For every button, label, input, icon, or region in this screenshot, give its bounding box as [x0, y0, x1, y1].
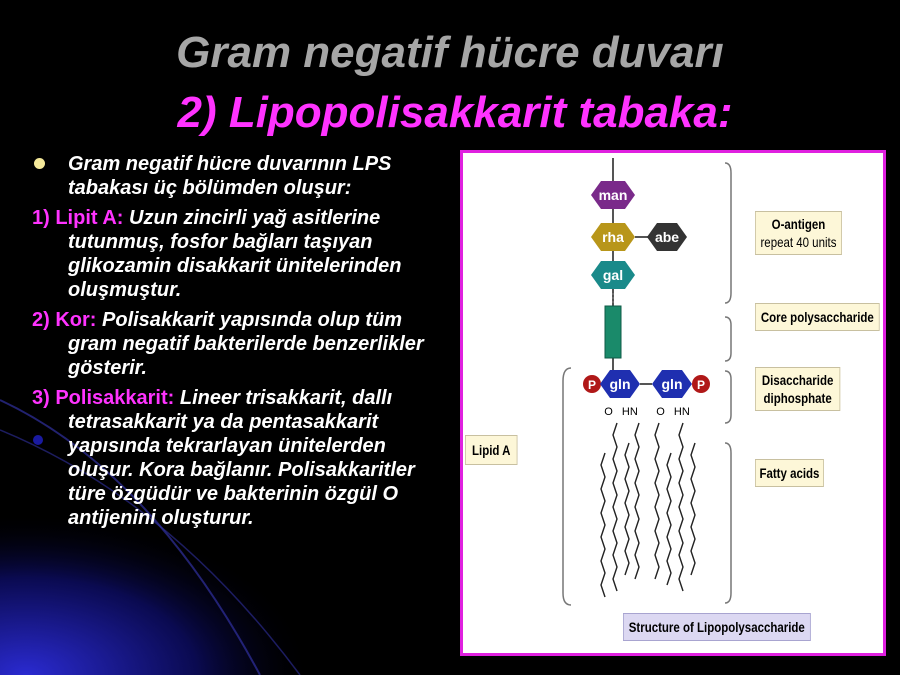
slide-subtitle: 2) Lipopolisakkarit tabaka:: [177, 88, 733, 137]
label-lipid-a-text: Lipid A: [471, 442, 511, 458]
lps-structure-figure: [460, 150, 886, 656]
item-text: Polisakkarit yapısında olup tüm gram negatif bakterilerde benzerlikler gösterir.: [68, 309, 424, 379]
bracket-o-antigen: [725, 163, 731, 303]
sugar-gln-right: [652, 370, 692, 398]
substituent-left: O HN: [604, 406, 638, 418]
bracket-core: [725, 317, 731, 361]
bracket-disaccharide: [725, 371, 731, 423]
slide-title: Gram negatif hücre duvarı: [176, 28, 724, 77]
phosphate-left: [583, 375, 601, 393]
sugar-man-label: man: [598, 187, 628, 203]
item-text: Uzun zincirli yağ asitlerine tutunmuş, fosfor bağları taşıyan glikozamin disakkarit ünitelerinden oluşmuştur.: [68, 207, 402, 301]
item-lipid-a: [32, 206, 452, 302]
label-fatty-acids-text: Fatty acids: [759, 465, 820, 481]
item-polysaccharide: [32, 386, 452, 530]
item-label: 2) Kor:: [32, 309, 97, 331]
item-core: [32, 308, 452, 380]
sugar-gln-right-label: gln: [661, 376, 683, 392]
label-o-antigen: [755, 211, 842, 255]
item-label: 3) Polisakkarit:: [32, 387, 175, 409]
item-label: 1) Lipit A:: [32, 207, 124, 229]
text-column: [32, 152, 452, 536]
core-block: [605, 306, 621, 358]
label-core-text: Core polysaccharide: [760, 309, 874, 325]
label-o-antigen-line1: O-antigen: [771, 216, 826, 232]
label-disaccharide-line2: diphosphate: [763, 390, 832, 406]
sugar-abe-label: abe: [654, 229, 680, 245]
intro-text: Gram negatif hücre duvarının LPS tabakası üç bölümden oluşur:: [68, 153, 392, 199]
substituent-right: O HN: [656, 406, 690, 418]
bracket-lipid-a: [563, 368, 571, 605]
phosphate-right: [692, 375, 710, 393]
sugar-rha-label: rha: [602, 229, 624, 245]
bracket-fatty-acids: [725, 443, 731, 603]
sugar-man: [591, 181, 635, 209]
figure-caption: [623, 613, 811, 641]
label-lipid-a: [465, 435, 517, 465]
phosphate-left-label: P: [587, 378, 597, 392]
label-o-antigen-line2: repeat 40 units: [760, 234, 837, 250]
sugar-gln-left: [600, 370, 640, 398]
label-disaccharide: [755, 367, 840, 411]
sugar-abe: [647, 223, 687, 251]
fatty-acid-chains: [601, 423, 695, 597]
label-disaccharide-line1: Disaccharide: [761, 372, 834, 388]
sugar-gal-label: gal: [602, 267, 624, 283]
intro-paragraph: [32, 152, 452, 200]
label-core-polysaccharide: [755, 303, 880, 331]
figure-caption-text: Structure of Lipopolysaccharide: [628, 619, 805, 635]
sugar-gln-left-label: gln: [609, 376, 631, 392]
label-fatty-acids: [755, 459, 824, 487]
bullet-dot-icon: [34, 158, 45, 169]
phosphate-right-label: P: [696, 378, 706, 392]
sugar-gal: [591, 261, 635, 289]
sugar-rha: [591, 223, 635, 251]
item-text: Lineer trisakkarit, dallı tetrasakkarit ya da pentasakkarit yapısında tekrarlayan ünitelerden oluşur. Kora bağlanır. Polisakkaritler türe özgüdür ve bakterinin özgül O antijenini oluşturur.: [68, 387, 415, 529]
